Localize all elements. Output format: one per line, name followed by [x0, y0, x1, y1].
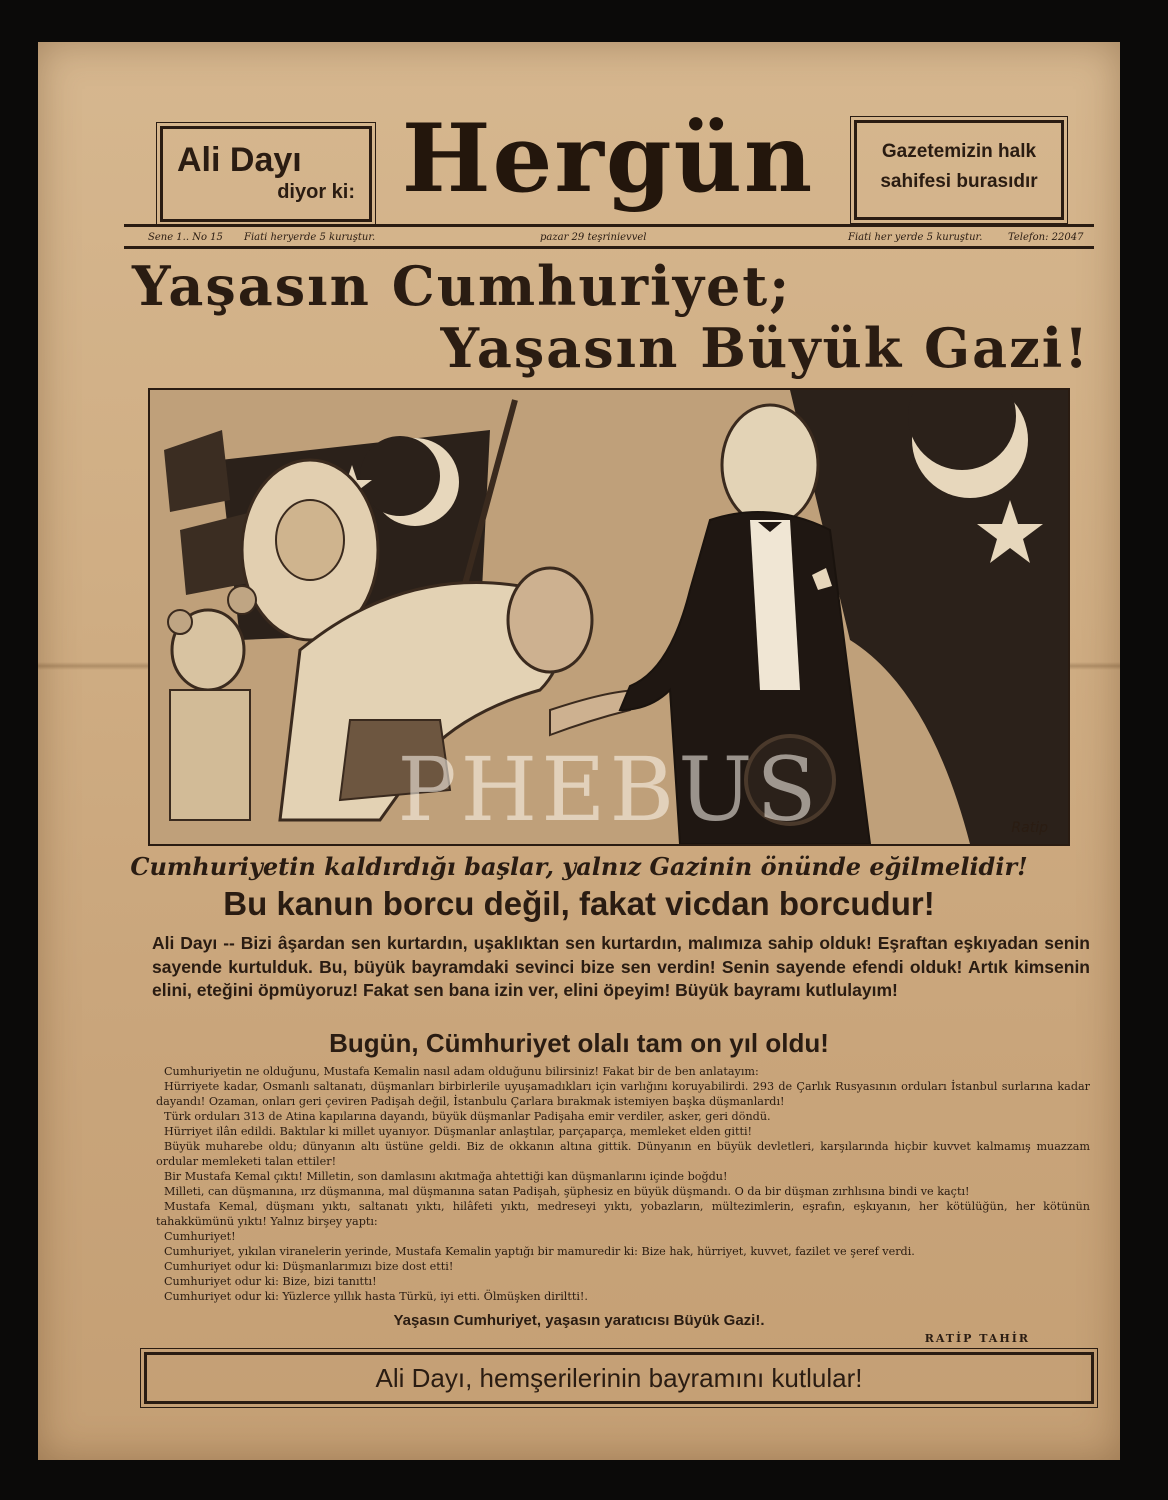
- headline-line-2: Yaşasın Büyük Gazi!: [440, 316, 1090, 380]
- caption-line-1: Cumhuriyetin kaldırdığı başlar, yalnız Gazinin önünde eğilmelidir!: [130, 852, 1028, 881]
- cartoon-illustration: [148, 388, 1070, 846]
- body-paragraph: Mustafa Kemal, düşmanı yıktı, saltanatı yıktı, hilâfeti yıktı, medreseyi yıktı, yobazların, mültezimlerin, eşrafın, eşkıyanın, her kötülüğün, her kötünün tahakkümünü yıktı! Yalnız birşey yaptı:: [156, 1200, 1090, 1228]
- caption-line-2: Bu kanun borcu değil, fakat vicdan borcudur!: [223, 885, 935, 922]
- body-paragraph: Cumhuriyet odur ki: Bize, bizi tanıttı!: [164, 1275, 377, 1288]
- gazi-figure: [722, 405, 818, 525]
- price-right: Fiati her yerde 5 kuruştur.: [848, 232, 983, 243]
- issue-number: Sene 1.. No 15: [148, 232, 223, 243]
- artist-signature: Ratip: [1011, 820, 1048, 836]
- body-paragraph: Büyük muharebe oldu; dünyanın altı üstüne geldi. Biz de okkanın altına gittik. Dünyanın en büyük devletleri, karşılarında hiçbir kuvvet kalmamış muazzam ordular memleketi talan ettiler!: [156, 1140, 1090, 1168]
- body-paragraph: Cumhuriyetin ne olduğunu, Mustafa Kemalin nasıl adam olduğunu bilirsiniz! Fakat bir de ben anlatayım:: [164, 1065, 759, 1078]
- body-paragraph: Bir Mustafa Kemal çıktı! Milletin, son damlasını akıtmağa ahtettiği kan düşmanlarını içinde boğdu!: [164, 1170, 728, 1183]
- issue-date: pazar 29 teşrinievvel: [540, 232, 647, 243]
- body-paragraph: Cumhuriyet odur ki: Düşmanlarımızı bize dost etti!: [164, 1260, 454, 1273]
- ali-dayi-paragraph: Ali Dayı -- Bizi âşardan sen kurtardın, uşaklıktan sen kurtardın, malımıza sahip olduk! Eşraftan eşkıyadan senin sayende kurtulduk. Bu, büyük bayramdaki sevinci bize sen verdin! Senin sayende efendi olduk! Artık kimsenin elini, eteğini öpmüyoruz! Fakat sen bana izin ver, elini öpeyim! Büyük bayramı kutlulayım!: [152, 933, 1090, 1001]
- footer-banner: [144, 1352, 1094, 1404]
- price-left: Fiati heryerde 5 kuruştur.: [244, 232, 376, 243]
- body-paragraph: Milleti, can düşmanına, ırz düşmanına, mal düşmanına satan Padişah, şüphesiz en büyük düşmandı. O da bir düşman zırhlısına bindi ve kaçtı!: [164, 1185, 970, 1198]
- masthead: Hergün: [401, 104, 815, 214]
- body-paragraph: Cumhuriyet!: [164, 1230, 236, 1243]
- body-paragraph: Hürriyet ilân edildi. Baktılar ki millet uyanıyor. Düşmanlar anlaştılar, parçaparça, memleket elden gitti!: [164, 1125, 753, 1138]
- left-ear-box: [160, 126, 372, 222]
- masthead-rule-top: [124, 224, 1094, 227]
- newspaper-page: [38, 42, 1120, 1460]
- left-ear-title: Ali Dayı: [177, 141, 302, 179]
- article-subhead: Bugün, Cümhuriyet olalı tam on yıl oldu!: [329, 1028, 829, 1058]
- headline-line-1: Yaşasın Cumhuriyet;: [132, 254, 792, 318]
- right-ear-text: Gazetemizin halk sahifesi burasıdır: [880, 141, 1038, 193]
- phone-number: Telefon: 22047: [1008, 232, 1084, 243]
- body-paragraph: Hürriyete kadar, Osmanlı saltanatı, düşmanları birbirlerile uyuşamadıkları için varlığını koruyabilirdi. 293 de Çarlık Rusyasının orduları İstanbul surlarına kadar dayandı! Ozaman, onları geri çeviren Padişah değil, İstanbulu Çarlara bırakmak istemiyen başka düşmanlardı!: [156, 1080, 1090, 1108]
- masthead-rule-bottom: [124, 246, 1094, 249]
- body-paragraph: Cumhuriyet odur ki: Yüzlerce yıllık hasta Türkü, iyi etti. Ölmüşken diriltti!.: [164, 1290, 588, 1303]
- body-paragraph: Türk orduları 313 de Atina kapılarına dayandı, büyük düşmanlar Padişaha emir verdiler, asker, geri döndü.: [164, 1110, 771, 1123]
- article-body: [156, 1064, 1090, 1304]
- body-paragraph: Cumhuriyet, yıkılan viranelerin yerinde, Mustafa Kemalin yaptığı bir mamuredir ki: Bize hak, hürriyet, kuvvet, fazilet ve şeref verdi.: [164, 1245, 915, 1258]
- left-ear-subtitle: diyor ki:: [277, 181, 355, 203]
- issue-info-line: [148, 232, 1084, 246]
- footer-text: Ali Dayı, hemşerilerinin bayramını kutlular!: [375, 1363, 863, 1393]
- right-ear-box: [854, 120, 1064, 220]
- watermark: PHEBUS: [397, 738, 821, 841]
- author-byline: RATİP TAHİR: [924, 1332, 1030, 1345]
- closing-line: Yaşasın Cumhuriyet, yaşasın yaratıcısı Büyük Gazi!.: [393, 1312, 765, 1329]
